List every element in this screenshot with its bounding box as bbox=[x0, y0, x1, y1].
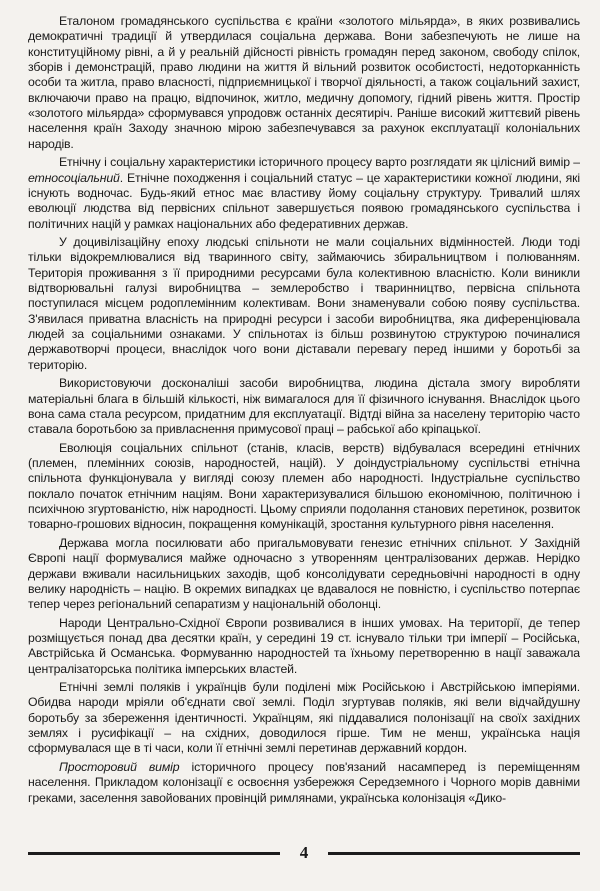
page-body bbox=[28, 14, 580, 836]
paragraph-text: Етнічну і соціальну характеристики історичного процесу варто розглядати як цілісний вимір – bbox=[59, 155, 580, 170]
paragraph: Еталоном громадянського суспільства є країни «золотого мільярда», в яких розвивались демократичні традиції й утвердилася соціальна держава. Вони забезпечують не лише на конституційному рівні, а й у реальній дійсності рівність громадян перед законом, свободу спілок, зборів і демонстрацій, право людини на життя й вільний розвиток особистості, недоторканність особи та житла, право власності, підприємницької і творчої діяльності, а також соціальний захист, включаючи право на працю, відпочинок, житло, медичну допомогу, гідний рівень життя. Простір «золотого мільярда» сформувався упродовж останніх десятиріч. Раніше високий життєвий рівень населення країн Заходу значною мірою забезпечувався за рахунок експлуатації колоніальних народів. bbox=[28, 14, 580, 151]
paragraph: Еволюція соціальних спільнот (станів, класів, верств) відбувалася всередині етнічних (племен, племінних союзів, народностей, націй). У доіндустріальному суспільстві етнічна спільнота функціонувала у вигляді союзу племен або народності. Індустріальне суспільство поклало початок етнічним націям. Вони характеризувалися більшою економічною, політичною і психічною згуртованістю, ніж народності. Цьому сприяли подолання станових перетинок, розвиток товарно-грошових відносин, покращення комунікацій, зростання культурного рівня населення. bbox=[28, 440, 580, 532]
paragraph: У доцивілізаційну епоху людські спільноти не мали соціальних відмінностей. Люди тоді тільки відокремлювалися від тваринного світу, займаючись збиральництвом і полюванням. Територія проживання з її природними ресурсами була колективною власністю. Коли виникли відтворювальні галузі виробництва – землеробство і тваринництво, первісна спільнота поступилася місцем родоплемінним колективам. Вони знаменували собою появу суспільства. З'явилася приватна власність на природні ресурси і засоби виробництва, яка диференціювала людей за соціальними ознаками. У спільнотах із більш розвинутою структурою починалися державотворчі процеси, внаслідок чого вони діставали перевагу перед іншими у боротьбі за територію. bbox=[28, 235, 580, 372]
paragraph: Використовуючи досконаліші засоби виробництва, людина дістала змогу виробляти матеріальні блага в більшій кількості, ніж вимагалося для її фізичного існування. Внаслідок цього вона сама стала ресурсом, придатним для експлуатації. Відтді війна за населену територію часто ставала боротьбою за привласнення примусової праці – рабської або кріпацької. bbox=[28, 376, 580, 437]
paragraph bbox=[28, 760, 580, 806]
paragraph: Держава могла посилювати або пригальмовувати генезис етнічних спільнот. У Західній Європі нації формувалися майже одночасно з утворенням централізованих держав. Нерідко держави вживали насильницьких заходів, щоб консолідувати середньовічні народності в одну велику народність – націю. В окремих випадках це вдавалося не повністю, і суспільство потерпає тепер через регіональний сепаратизм у національній оболонці. bbox=[28, 535, 580, 612]
paragraph bbox=[28, 155, 580, 232]
paragraph-text: історичного процесу пов'язаний насамперед із переміщенням населення. Прикладом колонізації є освоєння узбережжя Середземного і Чорного морів давніми греками, заселення завойованих провінцій римлянами, українська колонізація «Дико- bbox=[28, 759, 580, 805]
page-number: 4 bbox=[299, 843, 309, 862]
paragraph: Етнічні землі поляків і українців були поділені між Російською і Австрійською імперіями. Обидва народи мріяли об'єднати свої землі. Поділ згуртував поляків, які вели відчайдушну боротьбу за збереження ідентичності. Українцям, які піддавалися полонізації на своїх західних землях і русифікації – на східних, доводилося гірше. Тим не менш, українська нація сформувалася ще в ті часи, коли її етнічні землі перетинав державний кордон. bbox=[28, 680, 580, 756]
page-footer bbox=[28, 842, 580, 864]
emphasized-term: Просторовий вимір bbox=[59, 759, 180, 774]
emphasized-term: етносоціальний bbox=[28, 170, 120, 185]
paragraph: Народи Центрально-Східної Європи розвивалися в інших умовах. На території, де тепер розміщується понад два десятки країн, у середині 19 ст. існувало тільки три імперії – Російська, Австрійська й Османська. Формуванню народностей та їхньому перетворенню в нації заважала централізаторська політика імперських властей. bbox=[28, 615, 580, 676]
footer-rule-right bbox=[328, 852, 580, 855]
paragraph-text: . Етнічне походження і соціальний статус – це характеристики кожної людини, які існують водночас. Будь-який етнос має властиву йому соціальну структуру. Тривалий шлях еволюції людства від первісних спільнот завершується появою громадянського суспільства і політичних націй у рамках національних або федеративних держав. bbox=[28, 170, 580, 231]
